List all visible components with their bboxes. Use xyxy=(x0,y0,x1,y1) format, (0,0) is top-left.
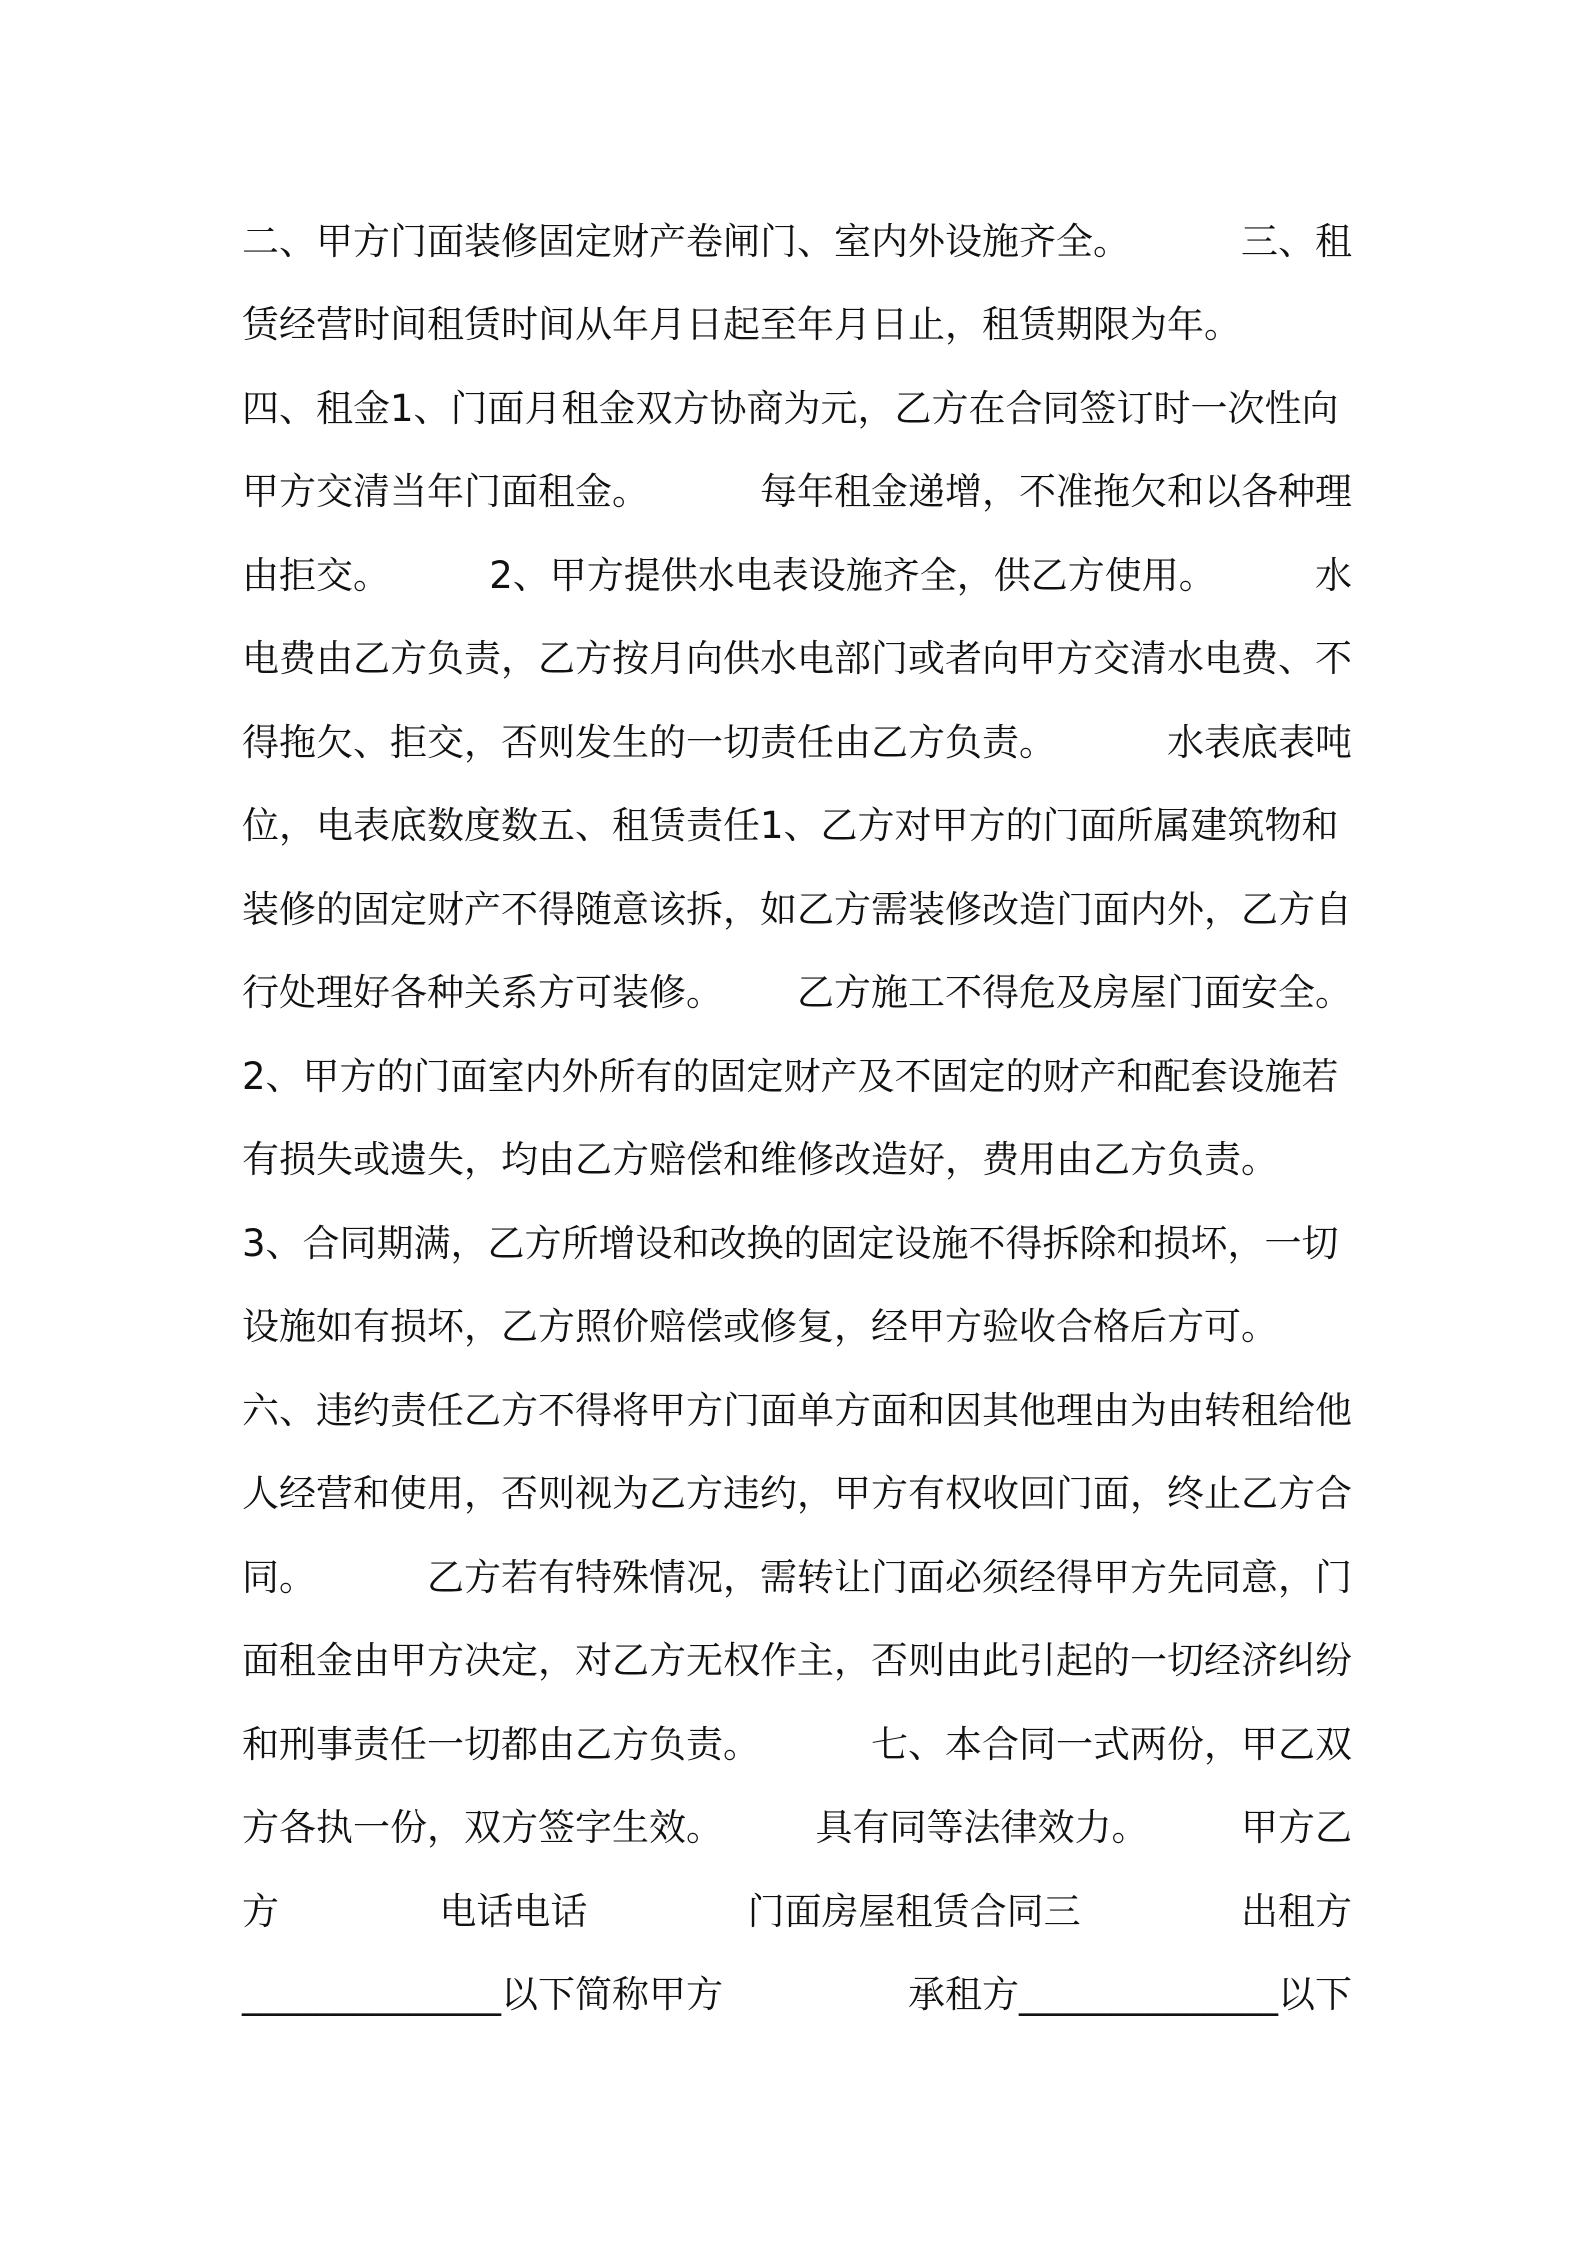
text-line xyxy=(242,614,1352,698)
text-segment: 面租金由甲方决定，对乙方无权作主，否则由此引起的一切经济纠纷 xyxy=(242,1639,1352,1683)
text-line xyxy=(242,1365,1352,1449)
text-segment: 行处理好各种关系方可装修。 xyxy=(242,971,723,1015)
text-segment: 有损失或遗失，均由乙方赔偿和维修改造好，费用由乙方负责。 xyxy=(242,1138,1278,1182)
text-segment: 二、甲方门面装修固定财产卷闸门、室内外设施齐全。 xyxy=(242,219,1130,263)
text-segment: 每年租金递增，不准拖欠和以各种理 xyxy=(760,470,1352,514)
text-line xyxy=(242,1866,1352,1950)
text-segment: 电费由乙方负责，乙方按月向供水电部门或者向甲方交清水电费、不 xyxy=(242,637,1352,681)
text-line xyxy=(242,363,1352,447)
text-line xyxy=(242,196,1352,280)
text-segment: 方 xyxy=(242,1889,279,1933)
text-line xyxy=(242,1198,1352,1282)
text-segment: 乙方若有特殊情况，需转让门面必须经得甲方先同意，门 xyxy=(427,1555,1352,1599)
text-segment: 得拖欠、拒交，否则发生的一切责任由乙方负责。 xyxy=(242,720,1056,764)
text-line xyxy=(242,948,1352,1032)
text-line xyxy=(242,864,1352,948)
text-segment: 位，电表底数度数五、租赁责任1、乙方对甲方的门面所属建筑物和 xyxy=(242,804,1339,848)
text-segment: 三、租 xyxy=(1241,219,1352,263)
text-segment: 赁经营时间租赁时间从年月日起至年月日止，租赁期限为年。 xyxy=(242,303,1241,347)
text-line xyxy=(242,1616,1352,1700)
text-line xyxy=(242,781,1352,865)
text-line xyxy=(242,447,1352,531)
text-line xyxy=(242,1699,1352,1783)
text-segment: 水表底表吨 xyxy=(1167,720,1352,764)
text-segment: 具有同等法律效力。 xyxy=(815,1806,1149,1850)
text-line xyxy=(242,1532,1352,1616)
text-segment: 由拒交。 xyxy=(242,553,390,597)
text-segment: 电话电话 xyxy=(439,1889,588,1933)
text-line xyxy=(242,1282,1352,1366)
text-segment: 承租方______________以下 xyxy=(908,1973,1352,2017)
text-segment: 2、甲方提供水电表设施齐全，供乙方使用。 xyxy=(489,553,1216,597)
text-segment: 人经营和使用，否则视为乙方违约，甲方有权收回门面，终止乙方合 xyxy=(242,1472,1352,1516)
text-line xyxy=(242,697,1352,781)
text-segment: 3、合同期满，乙方所增设和改换的固定设施不得拆除和损坏，一切 xyxy=(242,1221,1339,1265)
text-segment: 乙方施工不得危及房屋门面安全。 xyxy=(797,971,1352,1015)
text-segment: 门面房屋租赁合同三 xyxy=(747,1889,1081,1933)
text-line xyxy=(242,1783,1352,1867)
text-segment: 方各执一份，双方签字生效。 xyxy=(242,1806,723,1850)
text-line xyxy=(242,1950,1352,2034)
text-segment: 甲方交清当年门面租金。 xyxy=(242,470,649,514)
text-line xyxy=(242,530,1352,614)
text-segment: 七、本合同一式两份，甲乙双 xyxy=(871,1722,1352,1766)
contract-text xyxy=(242,196,1352,2033)
text-segment: 出租方 xyxy=(1240,1889,1352,1933)
text-line xyxy=(242,1449,1352,1533)
text-segment: 装修的固定财产不得随意该拆，如乙方需装修改造门面内外，乙方自 xyxy=(242,887,1352,931)
text-line xyxy=(242,280,1352,364)
text-segment: 甲方乙 xyxy=(1241,1806,1352,1850)
text-line xyxy=(242,1115,1352,1199)
text-segment: ______________以下简称甲方 xyxy=(242,1973,723,2017)
text-segment: 同。 xyxy=(242,1555,316,1599)
text-segment: 和刑事责任一切都由乙方负责。 xyxy=(242,1722,760,1766)
text-segment: 四、租金1、门面月租金双方协商为元，乙方在合同签订时一次性向 xyxy=(242,386,1339,430)
text-segment: 设施如有损坏，乙方照价赔偿或修复，经甲方验收合格后方可。 xyxy=(242,1305,1278,1349)
text-segment: 2、甲方的门面室内外所有的固定财产及不固定的财产和配套设施若 xyxy=(242,1054,1339,1098)
text-line xyxy=(242,1031,1352,1115)
text-segment: 水 xyxy=(1314,553,1352,597)
text-segment: 六、违约责任乙方不得将甲方门面单方面和因其他理由为由转租给他 xyxy=(242,1388,1352,1432)
